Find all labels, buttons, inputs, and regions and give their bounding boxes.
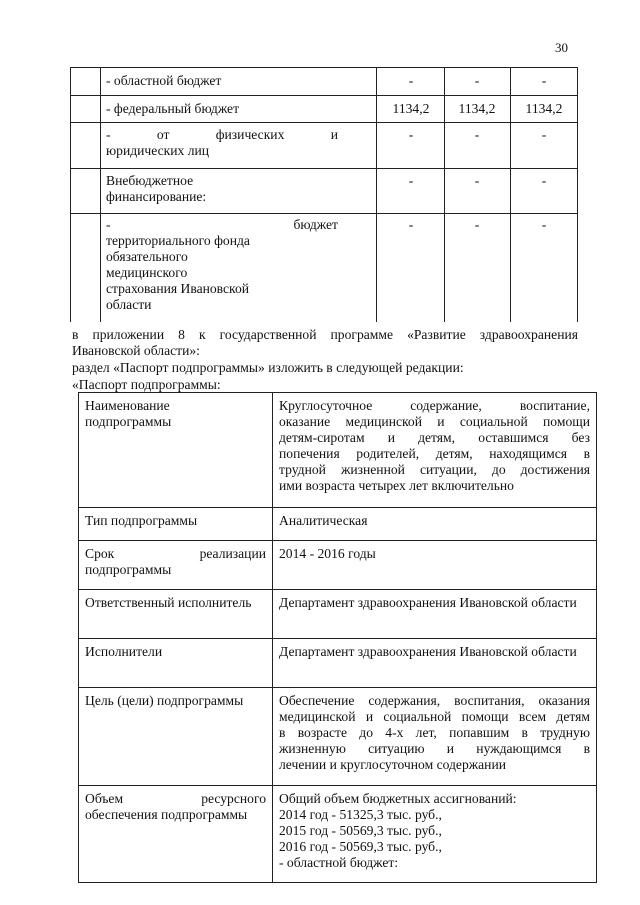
passport-label-term: Срок реализации подпрограммы — [79, 541, 273, 590]
row5-value-2014: - — [408, 217, 414, 232]
passport-row-responsible — [79, 590, 597, 639]
row-label-extrabudgetary: Внебюджетное финансирование: — [106, 173, 207, 204]
passport-value-resources: Общий объем бюджетных ассигнований: 2014 год - 51325,3 тыс. руб., 2015 год - 50569,3 тыс. руб., 2016 год - 50569,3 тыс. руб., - областной бюджет: — [273, 786, 597, 883]
intro-line-2: Ивановской области»: — [72, 343, 200, 358]
row5-value-2016: - — [541, 217, 547, 232]
intro-line-4: «Паспорт подпрограммы: — [72, 377, 221, 392]
row2-value-2016: 1134,2 — [525, 101, 563, 116]
passport-value-goal: Обеспечение содержания, воспитания, оказания медицинской и социальной помощи всем детям в возрасте до 4-х лет, попавшим в трудную жизненную ситуацию и нуждающимся в лечении и круглосуточном содержании — [273, 688, 597, 786]
row3-value-2016: - — [541, 127, 547, 142]
passport-table — [78, 392, 597, 883]
passport-value-type: Аналитическая — [273, 508, 597, 541]
row-label-federal-budget: - федеральный бюджет — [106, 101, 240, 116]
passport-label-type: Тип подпрограммы — [79, 508, 273, 541]
row4-value-2016: - — [541, 173, 547, 188]
passport-value-name: Круглосуточное содержание, воспитание, оказание медицинской и социальной помощи детям-сиротам и детям, оставшимся без попечения родителей, детям, находящимся в трудной жизненной ситуации, до достижения ими возраста четырех лет включительно — [273, 393, 597, 508]
row2-value-2015: 1134,2 — [458, 101, 496, 116]
row3-value-2015: - — [474, 127, 480, 142]
row4-value-2015: - — [474, 173, 480, 188]
passport-value-responsible: Департамент здравоохранения Ивановской области — [273, 590, 597, 639]
intro-line-3: раздел «Паспорт подпрограммы» изложить в следующей редакции: — [72, 360, 464, 375]
passport-value-term: 2014 - 2016 годы — [273, 541, 597, 590]
budget-table — [70, 67, 578, 322]
row3-value-2014: - — [408, 127, 414, 142]
passport-label-goal: Цель (цели) подпрограммы — [79, 688, 273, 786]
row1-value-2015: - — [474, 73, 480, 88]
passport-row-goal — [79, 688, 597, 786]
passport-label-resources: Объем ресурсного обеспечения подпрограммы — [79, 786, 273, 883]
row-label-regional-budget: - областной бюджет — [106, 73, 222, 88]
row1-value-2016: - — [541, 73, 547, 88]
page-number: 30 — [555, 40, 568, 55]
intro-line-1: в приложении 8 к государственной программе «Развитие здравоохранения — [72, 327, 578, 342]
row1-value-2014: - — [408, 73, 414, 88]
passport-row-executors — [79, 639, 597, 688]
passport-value-executors: Департамент здравоохранения Ивановской области — [273, 639, 597, 688]
row-label-tfoms-budget: - бюджет территориального фонда обязательного медицинского страхования Ивановской области — [106, 217, 338, 312]
passport-label-name: Наименование подпрограммы — [79, 393, 273, 508]
row2-value-2014: 1134,2 — [392, 101, 430, 116]
row-label-individuals: - от физических и юридических лиц — [106, 127, 338, 158]
passport-row-term — [79, 541, 597, 590]
passport-row-type — [79, 508, 597, 541]
passport-row-name — [79, 393, 597, 508]
passport-row-resources — [79, 786, 597, 883]
row5-value-2015: - — [474, 217, 480, 232]
passport-label-executors: Исполнители — [79, 639, 273, 688]
passport-label-responsible: Ответственный исполнитель — [79, 590, 273, 639]
row4-value-2014: - — [408, 173, 414, 188]
